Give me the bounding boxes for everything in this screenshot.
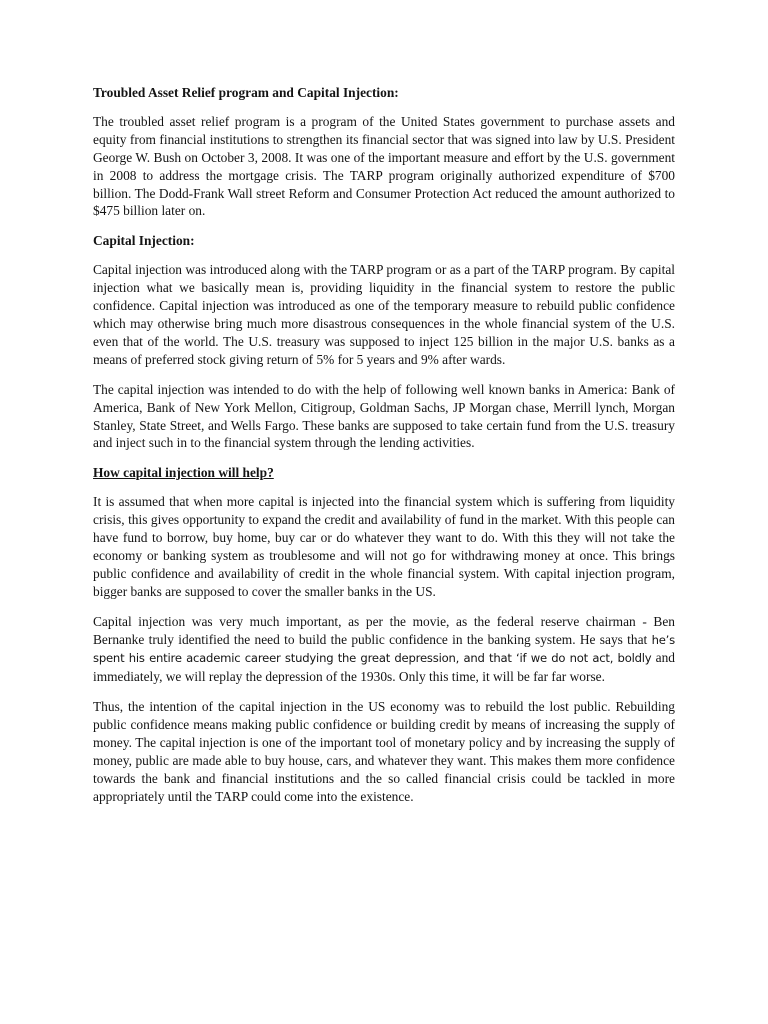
section-heading-capital-injection: Capital Injection: <box>93 233 195 249</box>
document-page <box>93 84 675 818</box>
bernanke-quote: he’s spent his entire academic career studying the great depression, and that ‘if we do not act, boldly <box>93 632 675 666</box>
bernanke-text-end: and immediately, we will replay the depression of the 1930s. Only this time, it will be far far worse. <box>93 650 675 685</box>
paragraph-bernanke <box>93 613 675 687</box>
paragraph-tarp-intro: The troubled asset relief program is a program of the United States government to purchase assets and equity from financial institutions to strengthen its financial sector that was signed into law by U.S. President George W. Bush on October 3, 2008. It was one of the important measure and effort by the U.S. government in 2008 to address the mortgage crisis. The TARP program originally authorized expenditure of $700 billion. The Dodd-Frank Wall street Reform and Consumer Protection Act reduced the amount authorized to $475 billion later on. <box>93 113 675 219</box>
document-title: Troubled Asset Relief program and Capital Injection: <box>93 85 399 100</box>
section-heading-how-help: How capital injection will help? <box>93 465 274 481</box>
paragraph-banks: The capital injection was intended to do with the help of following well known banks in America: Bank of America, Bank of New York Mellon, Citigroup, Goldman Sachs, JP Morgan chase, Merrill lynch, Morgan Stanley, State Street, and Wells Fargo. These banks are supposed to take certain fund from the U.S. treasury and inject such in to the financial system through the lending activities. <box>93 381 675 451</box>
bernanke-text-start: Capital injection was very much important, as per the movie, as the federal reserve chairman - Ben Bernanke truly identified the need to build the public confidence in the banking system. He says that <box>93 613 675 647</box>
paragraph-capital-injection: Capital injection was introduced along with the TARP program or as a part of the TARP program. By capital injection what we basically mean is, providing liquidity in the financial system to restore the public confidence. Capital injection was introduced as one of the temporary measure to rebuild public confidence which may otherwise bring much more disastrous consequences in the whole financial system of the U.S. even that of the world. The U.S. treasury was supposed to inject 125 billion in the major U.S. banks as a means of preferred stock giving return of 5% for 5 years and 9% after wards. <box>93 262 675 367</box>
paragraph-conclusion: Thus, the intention of the capital injection in the US economy was to rebuild the lost public. Rebuilding public confidence means making public confidence or building credit by means of increasing the supply of money. The capital injection is one of the important tool of monetary policy and by increasing the supply of money, public are made able to buy house, cars, and whatever they want. This makes them more confidence towards the bank and financial institutions and the so called financial crisis could be tackled in more appropriately until the TARP could come into the existence. <box>93 699 675 804</box>
paragraph-how-help: It is assumed that when more capital is injected into the financial system which is suffering from liquidity crisis, this gives opportunity to expand the credit and availability of fund in the market. With this people can have fund to borrow, buy home, buy car or do whatever they want to do. With this they will not take the economy or banking system as troublesome and will not go for withdrawing money at once. This brings public confidence and availability of credit in the whole financial system. With capital injection program, bigger banks are supposed to cover the smaller banks in the US. <box>93 494 675 599</box>
